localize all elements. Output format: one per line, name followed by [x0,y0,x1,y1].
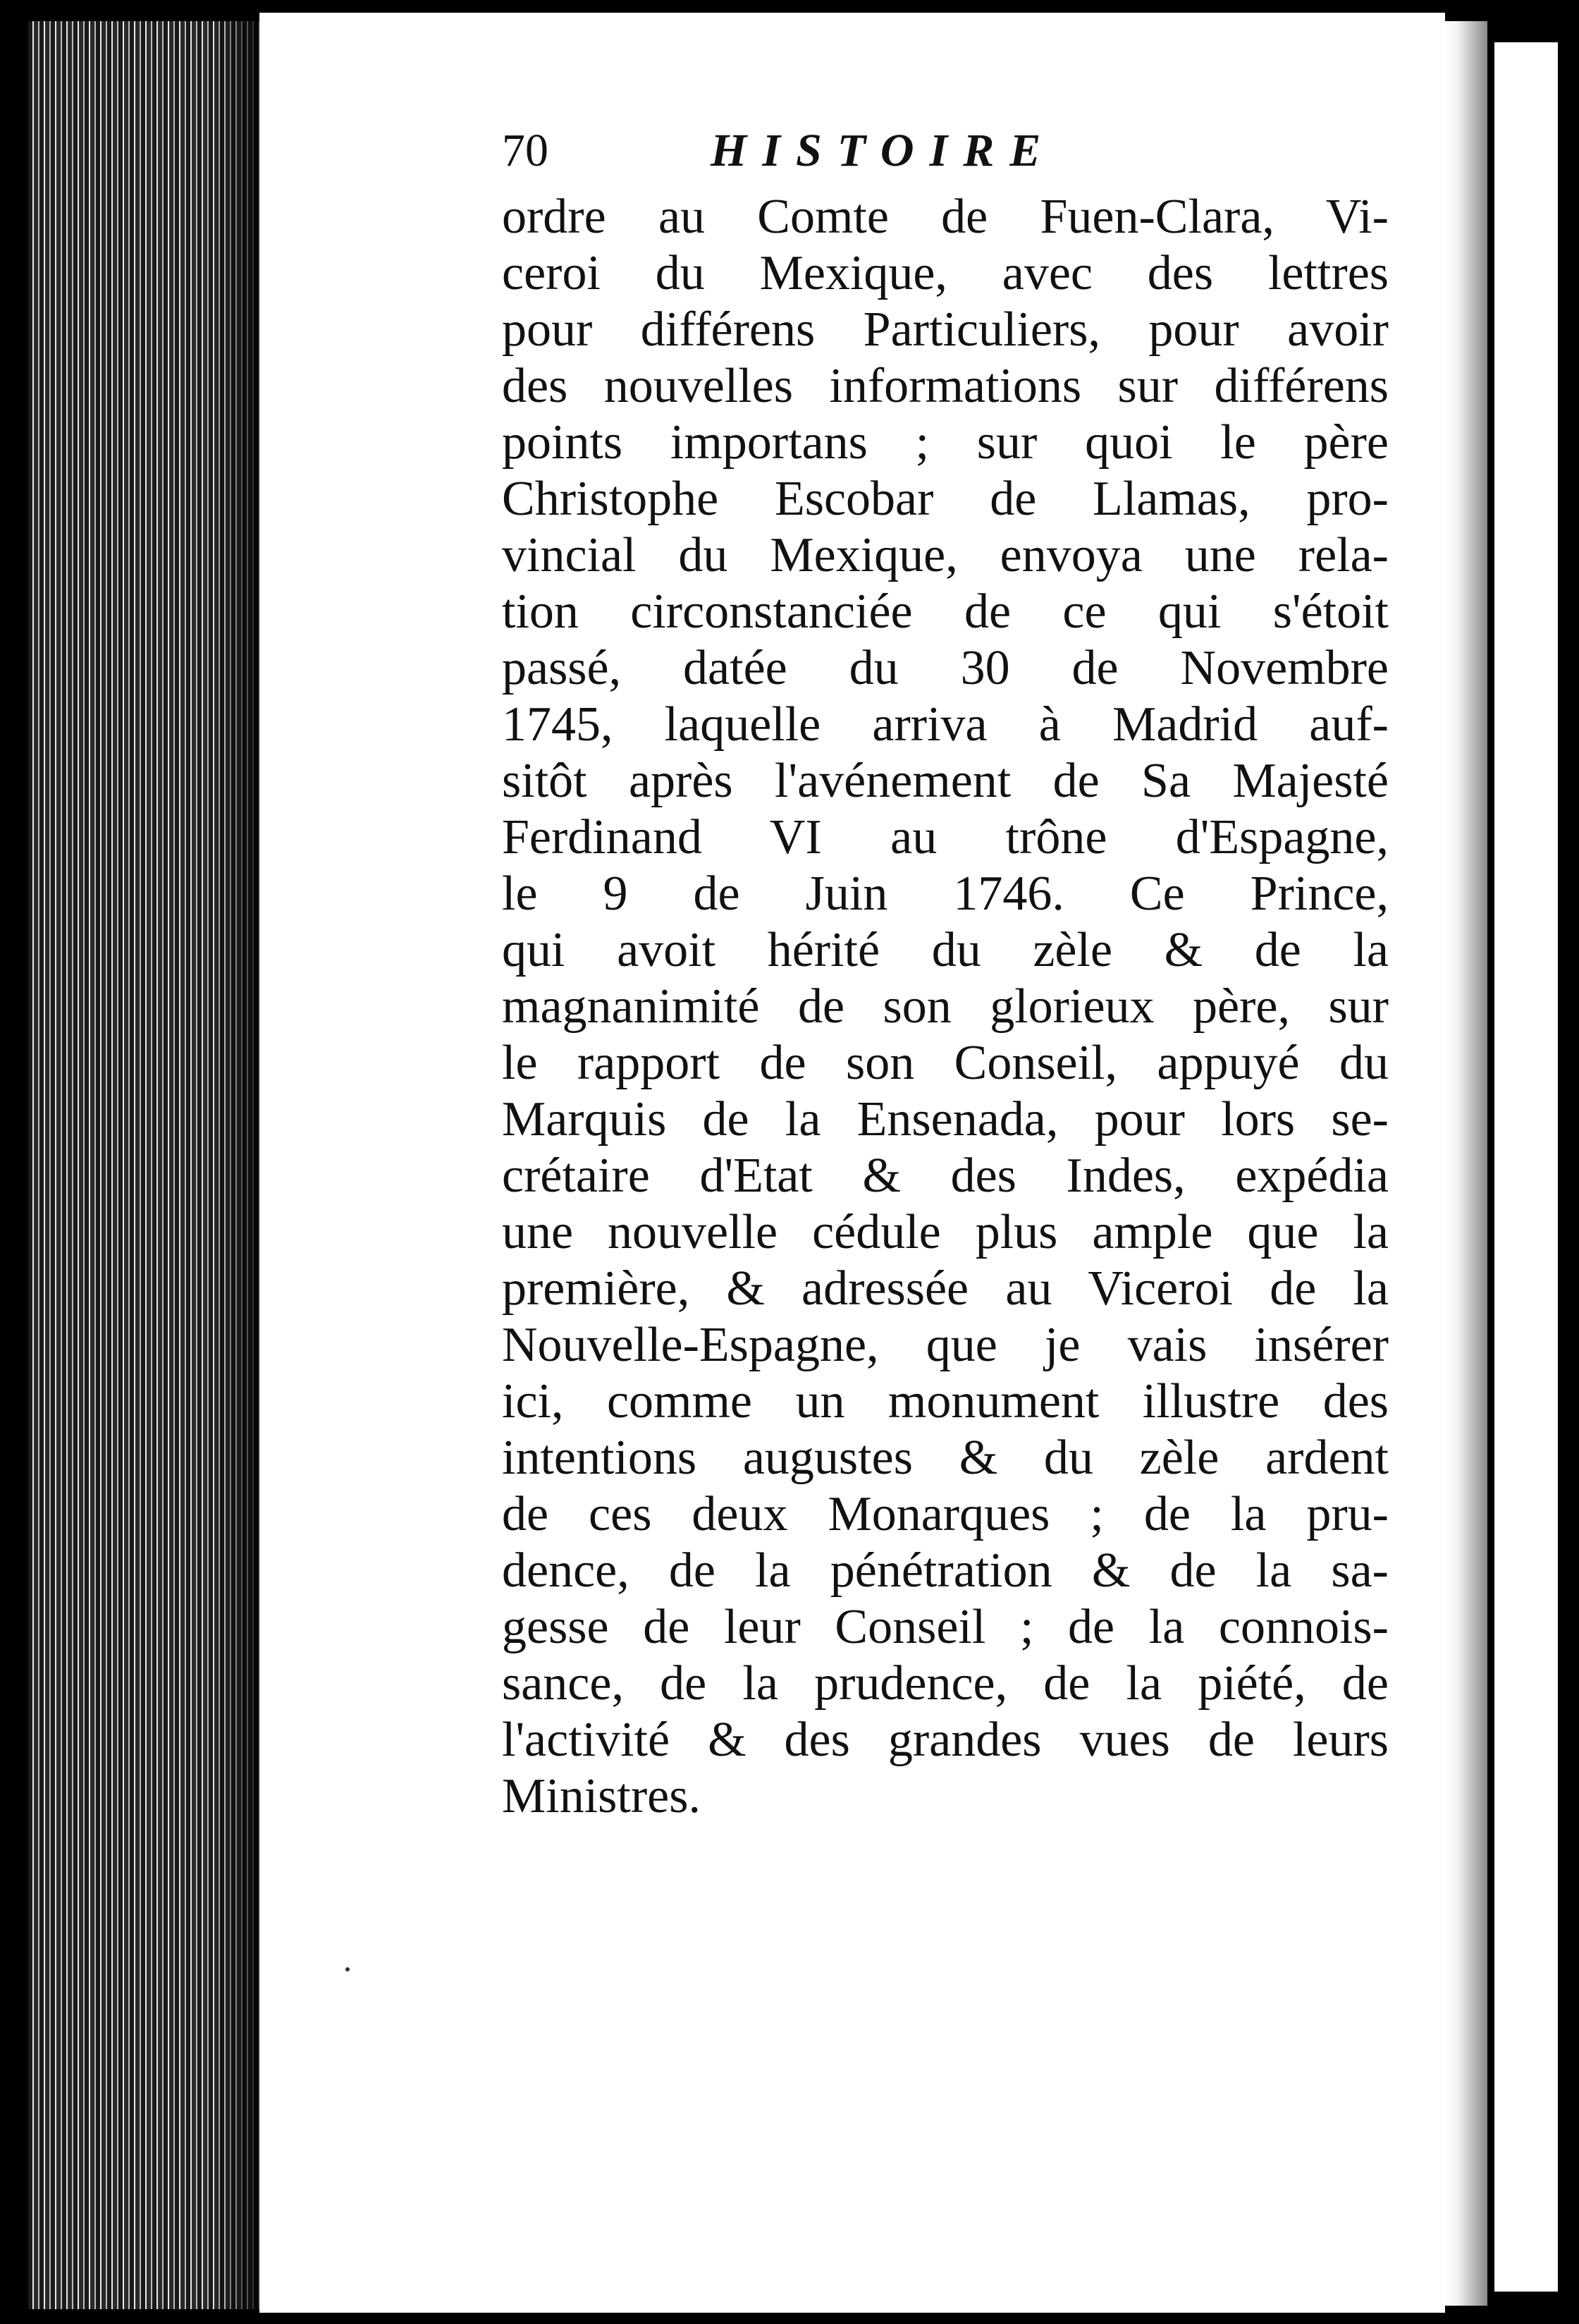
text-line: points importans ; sur quoi le père [502,415,1389,470]
text-line: des nouvelles informations sur différens [502,359,1389,413]
text-line: Nouvelle-Espagne, que je vais insérer [502,1318,1389,1372]
page-header [502,124,1165,188]
page-number: 70 [502,125,548,176]
text-line: qui avoit hérité du zèle & de la [502,923,1389,977]
text-line: de ces deux Monarques ; de la pru- [502,1487,1389,1541]
text-line: magnanimité de son glorieux père, sur [502,979,1389,1034]
text-line: intentions augustes & du zèle ardent [502,1431,1389,1485]
text-line: ici, comme un monument illustre des [502,1374,1389,1429]
text-line: Christophe Escobar de Llamas, pro- [502,472,1389,526]
text-line: gesse de leur Conseil ; de la connois- [502,1600,1389,1654]
text-line: sitôt après l'avénement de Sa Majesté [502,754,1389,808]
text-line: le 9 de Juin 1746. Ce Prince, [502,867,1389,921]
text-line: crétaire d'Etat & des Indes, expédia [502,1149,1389,1203]
text-line: l'activité & des grandes vues de leurs [502,1713,1389,1767]
text-line: ceroi du Mexique, avec des lettres [502,246,1389,300]
text-line: tion circonstanciée de ce qui s'étoit [502,585,1389,639]
text-line: le rapport de son Conseil, appuyé du [502,1036,1389,1090]
body-text [502,189,1389,1825]
page-right-shadow [1445,21,1487,2306]
text-line: 1745, laquelle arriva à Madrid auf- [502,697,1389,752]
text-line: pour différens Particuliers, pour avoir [502,302,1389,357]
text-line: Marquis de la Ensenada, pour lors se- [502,1092,1389,1146]
text-line: Ministres. [502,1769,701,1823]
text-line: passé, datée du 30 de Novembre [502,641,1389,695]
text-line: sance, de la prudence, de la piété, de [502,1656,1389,1711]
text-line: Ferdinand VI au trône d'Espagne, [502,810,1389,864]
ink-speck [345,1967,350,1971]
text-line: première, & adressée au Viceroi de la [502,1261,1389,1316]
text-line: dence, de la pénétration & de la sa- [502,1543,1389,1598]
text-line: une nouvelle cédule plus ample que la [502,1205,1389,1259]
running-title: HISTOIRE [711,125,1057,176]
text-line: ordre au Comte de Fuen-Clara, Vi- [502,190,1389,244]
gutter-shadow [211,21,261,2309]
next-page-edge [1494,42,1558,2292]
text-line: vincial du Mexique, envoya une rela- [502,528,1389,582]
